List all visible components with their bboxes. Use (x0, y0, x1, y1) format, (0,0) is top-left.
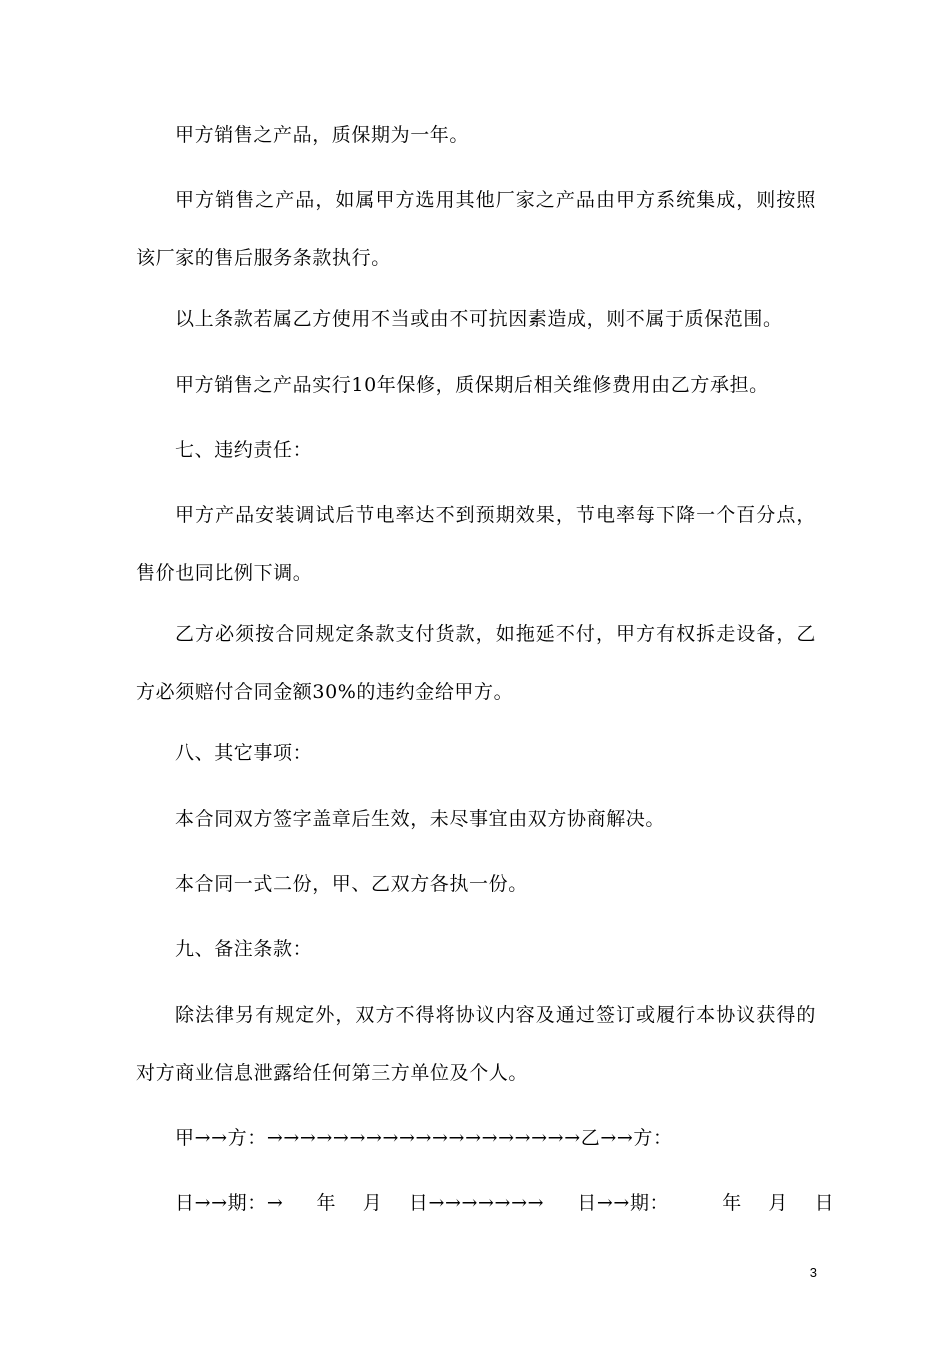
paragraph-effectiveness: 本合同双方签字盖章后生效，未尽事宜由双方协商解决。 (175, 808, 666, 830)
paragraph-third-party-products: 甲方销售之产品，如属甲方选用其他厂家之产品由甲方系统集成，则按照该厂家的售后服务条款执行。 (136, 189, 816, 269)
signature-party-line: 甲→→方：→→→→→→→→→→→→→→→→→→→乙→→方： (175, 1127, 673, 1149)
page-number: 3 (809, 1265, 817, 1280)
signature-date-line: 日→→期：→ 年 月 日→→→→→→→ 日→→期： 年 月 日 (175, 1192, 835, 1214)
paragraph-confidentiality: 除法律另有规定外，双方不得将协议内容及通过签订或履行本协议获得的对方商业信息泄露给任何第三方单位及个人。 (136, 1004, 816, 1084)
paragraph-payment-default: 乙方必须按合同规定条款支付货款，如拖延不付，甲方有权拆走设备，乙方必须赔付合同金额30%的违约金给甲方。 (136, 623, 816, 703)
paragraph-copies: 本合同一式二份，甲、乙双方各执一份。 (175, 873, 528, 895)
section-heading-other-matters: 八、其它事项： (175, 742, 313, 764)
section-heading-liability: 七、违约责任： (175, 439, 313, 461)
paragraph-warranty-exclusion: 以上条款若属乙方使用不当或由不可抗因素造成，则不属于质保范围。 (175, 308, 783, 330)
paragraph-energy-saving-rate: 甲方产品安装调试后节电率达不到预期效果，节电率每下降一个百分点，售价也同比例下调。 (136, 504, 816, 584)
paragraph-ten-year-warranty: 甲方销售之产品实行10年保修，质保期后相关维修费用由乙方承担。 (175, 374, 769, 396)
paragraph-warranty-period: 甲方销售之产品，质保期为一年。 (175, 124, 470, 146)
section-heading-remarks: 九、备注条款： (175, 938, 313, 960)
